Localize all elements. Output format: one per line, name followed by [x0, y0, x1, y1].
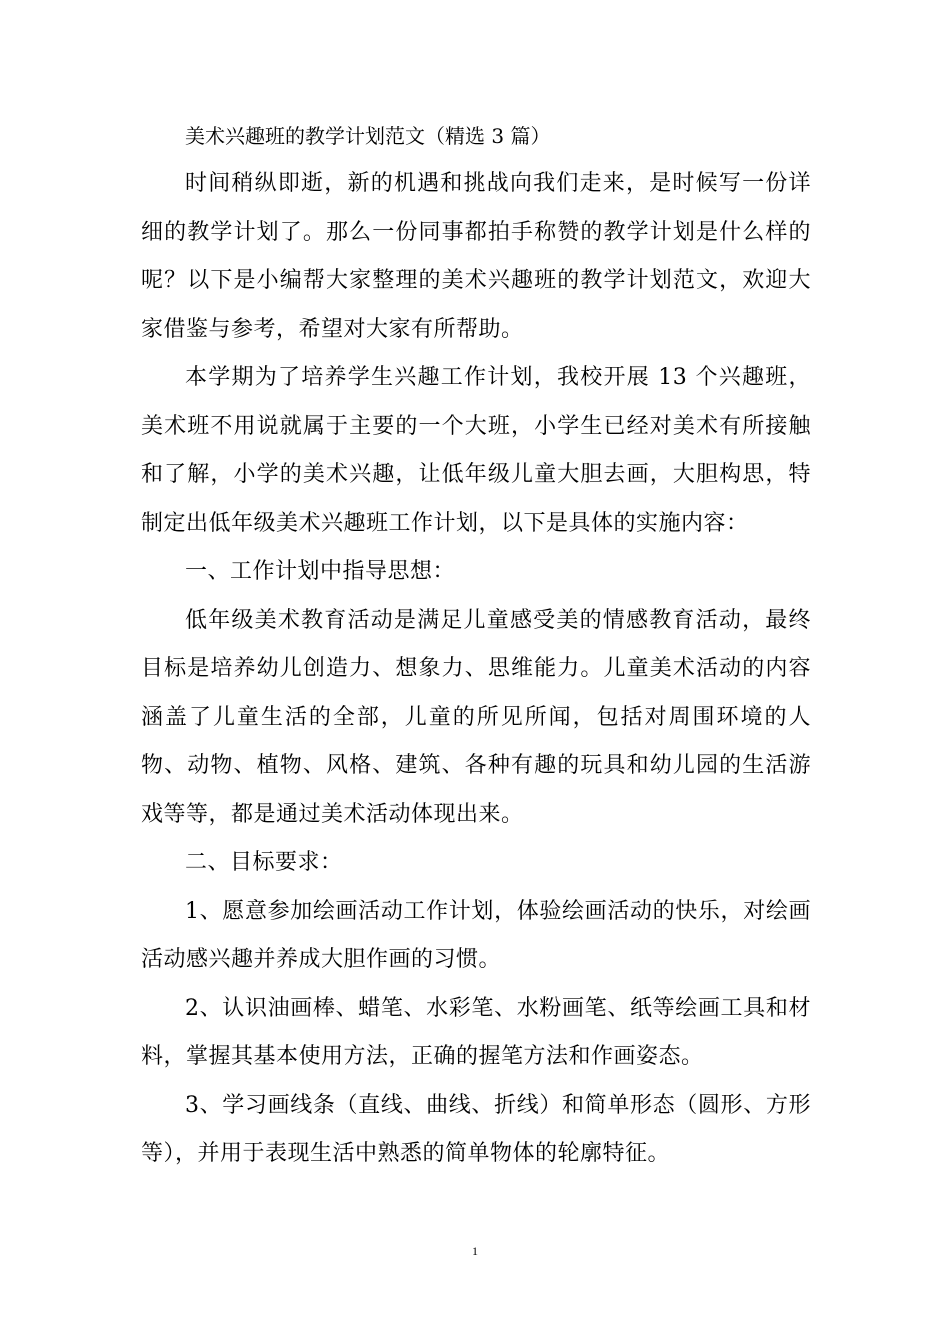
document-body: [141, 112, 811, 1179]
goal-item-3: 3、学习画线条（直线、曲线、折线）和简单形态（圆形、方形等），并用于表现生活中熟悉的简单物体的轮廓特征。: [141, 1092, 811, 1166]
section-heading-goals: 二、目标要求：: [185, 850, 343, 875]
document-title: 美术兴趣班的教学计划范文（精选 3 篇）: [185, 124, 551, 148]
section-heading-guiding-ideology: 一、工作计划中指导思想：: [185, 559, 456, 584]
paragraph-background: 本学期为了培养学生兴趣工作计划，我校开展 13 个兴趣班，美术班不用说就属于主要的一个大班，小学生已经对美术有所接触和了解，小学的美术兴趣，让低年级儿童大胆去画，大胆构思，特制定出低年级美术兴趣班工作计划，以下是具体的实施内容：: [141, 365, 811, 536]
goal-item-1: 1、愿意参加绘画活动工作计划，体验绘画活动的快乐，对绘画活动感兴趣并养成大胆作画的习惯。: [141, 898, 811, 972]
paragraph-intro: 时间稍纵即逝，新的机遇和挑战向我们走来，是时候写一份详细的教学计划了。那么一份同事都拍手称赞的教学计划是什么样的呢？以下是小编帮大家整理的美术兴趣班的教学计划范文，欢迎大家借鉴与参考，希望对大家有所帮助。: [141, 171, 811, 342]
page-number: 1: [472, 1244, 478, 1258]
paragraph-guiding-ideology: 低年级美术教育活动是满足儿童感受美的情感教育活动，最终目标是培养幼儿创造力、想象力、思维能力。儿童美术活动的内容涵盖了儿童生活的全部，儿童的所见所闻，包括对周围环境的人物、动物、植物、风格、建筑、各种有趣的玩具和幼儿园的生活游戏等等，都是通过美术活动体现出来。: [141, 607, 811, 827]
goal-item-2: 2、认识油画棒、蜡笔、水彩笔、水粉画笔、纸等绘画工具和材料，掌握其基本使用方法，正确的握笔方法和作画姿态。: [141, 995, 811, 1069]
